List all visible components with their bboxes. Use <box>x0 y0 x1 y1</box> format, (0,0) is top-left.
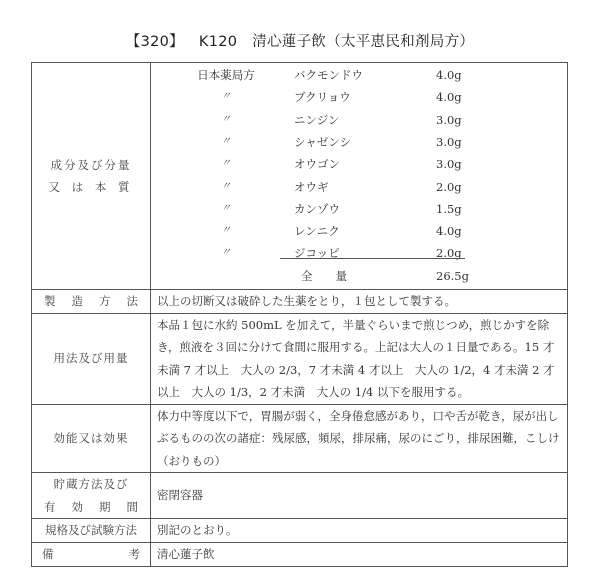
efficacy-label: 効能又は効果 <box>32 404 151 473</box>
ingredient-source: 〃 <box>221 202 231 214</box>
ingredient-name: レンニク <box>294 224 340 239</box>
ingredients-list <box>151 63 568 290</box>
ingredient-source: 〃 <box>221 91 231 103</box>
ingredient-total-row <box>151 266 567 286</box>
ingredient-row <box>151 87 567 107</box>
ingredient-row <box>151 110 567 130</box>
dosage-label: 用法及び用量 <box>32 313 151 404</box>
label-char: 製 <box>44 294 56 308</box>
label-char: 備 <box>42 547 54 562</box>
label-char: 方 <box>99 294 111 308</box>
remarks-text: 清心蓮子飲 <box>151 543 568 567</box>
ingredients-label-line1: 成分及び分量 <box>50 157 132 172</box>
ingredient-name: オウゴン <box>294 157 340 172</box>
efficacy-row <box>32 404 568 473</box>
ingredient-source: 日本薬局方 <box>197 68 255 82</box>
ingredient-row <box>151 132 567 152</box>
ingredient-amount: 2.0g <box>436 179 462 194</box>
label-char: 考 <box>128 547 140 562</box>
label-char: 有 <box>44 499 56 514</box>
storage-row <box>32 473 568 519</box>
label-char: 効 <box>71 499 83 514</box>
total-label: 全 量 <box>301 268 347 283</box>
dosage-row <box>32 313 568 404</box>
ingredient-name: カンゾウ <box>294 201 340 216</box>
ingredient-row <box>151 154 567 174</box>
storage-text: 密閉容器 <box>151 473 568 519</box>
efficacy-text: 体力中等度以下で，胃腸が弱く，全身倦怠感があり，口や舌が乾き，尿が出しぶるものの次の諸症：残尿感，頻尿，排尿痛，尿のにごり，排尿困難，こしけ（おりもの） <box>151 404 568 473</box>
ingredient-source: 〃 <box>221 180 231 192</box>
ingredients-row <box>32 63 568 290</box>
formula-table <box>31 62 568 567</box>
ingredient-row <box>151 243 567 263</box>
ingredient-source: 〃 <box>221 113 231 125</box>
ingredient-source: 〃 <box>221 158 231 170</box>
label-char: 期 <box>99 499 111 514</box>
label-char: 法 <box>126 294 138 308</box>
storage-label <box>32 473 151 519</box>
standards-row <box>32 519 568 543</box>
ingredient-row <box>151 199 567 219</box>
remarks-label <box>32 543 151 567</box>
dosage-text: 本品１包に水約 500mL を加えて，半量ぐらいまで煎じつめ，煎じかすを除き，煎液を３回に分けて食間に服用する。上記は大人の１日量である。15 才未満 7 才以上 大人の 2/3，7 才未満 4 才以上 大人の 1/2，4 才未満 2 才以上 大人の 1/3，2 才未満 大人の 1/4 以下を服用する。 <box>151 313 568 404</box>
manufacturing-row <box>32 290 568 314</box>
ingredient-amount: 4.0g <box>436 224 462 239</box>
ingredient-amount: 4.0g <box>436 90 462 105</box>
ingredient-amount: 3.0g <box>436 112 462 127</box>
ingredient-name: オウギ <box>294 179 329 194</box>
ingredient-row <box>151 221 567 241</box>
ingredient-amount: 3.0g <box>436 134 462 149</box>
ingredient-source: 〃 <box>221 135 231 147</box>
ingredient-source: 〃 <box>221 225 231 237</box>
document-title <box>0 30 600 51</box>
standards-label: 規格及び試験方法 <box>32 519 151 543</box>
ingredient-amount: 1.5g <box>436 201 462 216</box>
total-amount: 26.5g <box>436 268 469 283</box>
standards-text: 別記のとおり。 <box>151 519 568 543</box>
manufacturing-label <box>32 290 151 314</box>
ingredient-name: シャゼンシ <box>294 134 351 149</box>
storage-label-line1: 貯蔵方法及び <box>53 477 129 491</box>
label-char: 造 <box>71 294 83 308</box>
ingredient-name: ジコッピ <box>294 246 340 261</box>
ingredient-source: 〃 <box>221 247 231 259</box>
remarks-row <box>32 543 568 567</box>
ingredient-row <box>151 177 567 197</box>
label-char: 間 <box>126 499 138 514</box>
ingredient-name: ニンジン <box>294 112 340 127</box>
ingredients-label-line2: 又 は 本 質 <box>48 180 134 194</box>
ingredient-amount: 3.0g <box>436 157 462 172</box>
formula-name: 清心蓮子飲（太平恵民和剤局方） <box>252 34 475 50</box>
formula-code: K120 <box>198 34 238 50</box>
manufacturing-text: 以上の切断又は破砕した生薬をとり，１包として製する。 <box>151 290 568 314</box>
ingredients-label <box>32 63 151 290</box>
ingredient-amount: 2.0g <box>436 246 462 261</box>
ingredient-amount: 4.0g <box>436 68 462 82</box>
ingredient-name: ブクリョウ <box>294 90 351 105</box>
ingredient-name: バクモンドウ <box>294 68 363 82</box>
total-divider <box>280 258 465 259</box>
ingredient-row <box>151 65 567 85</box>
formula-number: 【320】 <box>125 34 184 50</box>
